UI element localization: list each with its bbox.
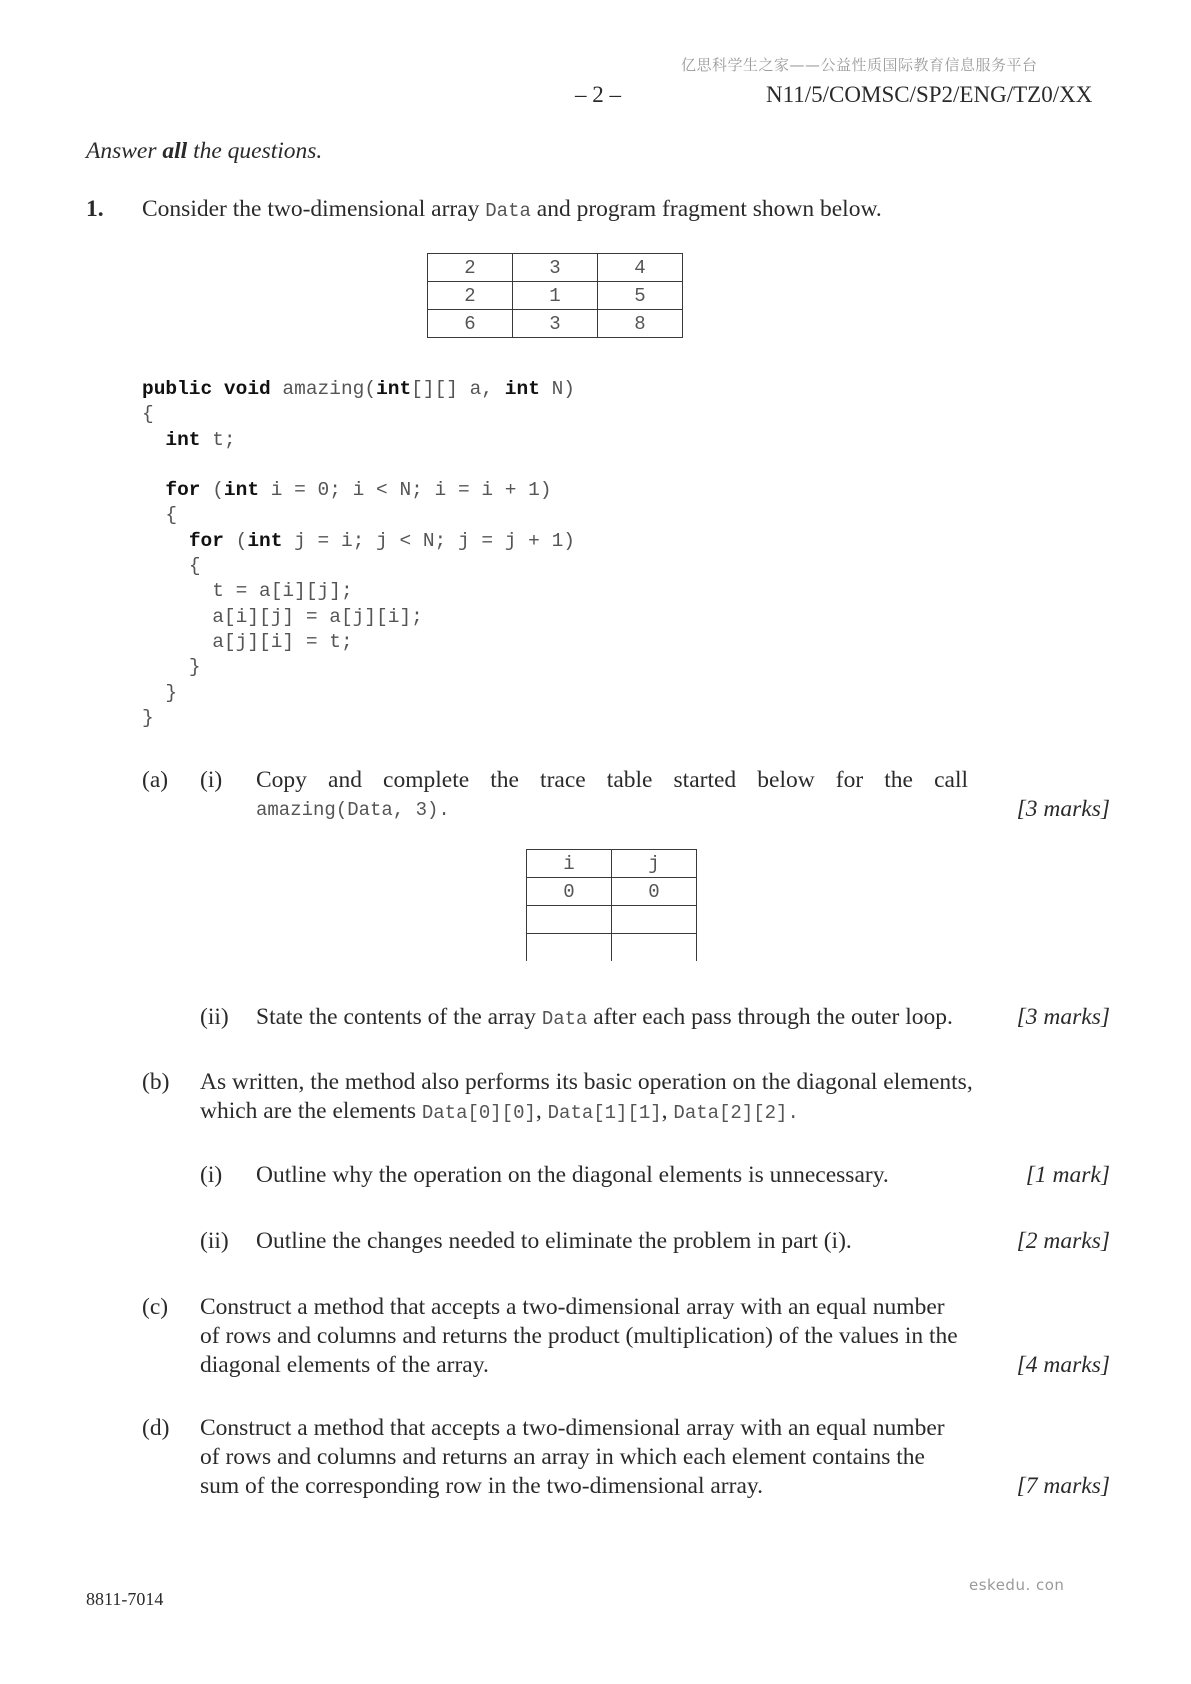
array-cell: 3	[513, 310, 598, 338]
array-cell: 5	[598, 282, 683, 310]
part-c-line1: Construct a method that accepts a two-dimensional array with an equal number	[200, 1294, 945, 1320]
table-row	[428, 310, 683, 338]
part-b-label: (b)	[142, 1069, 170, 1095]
part-d-line3: sum of the corresponding row in the two-dimensional array.	[200, 1473, 763, 1499]
array-cell: 3	[513, 254, 598, 282]
table-header-row	[527, 850, 697, 878]
part-c-line3: diagonal elements of the array.	[200, 1352, 489, 1378]
part-b-i-text: Outline why the operation on the diagonal elements is unnecessary.	[256, 1162, 889, 1188]
paper-code: N11/5/COMSC/SP2/ENG/TZ0/XX	[766, 82, 1093, 107]
array-cell: 1	[513, 282, 598, 310]
array-cell: 8	[598, 310, 683, 338]
instructions-bold: all	[162, 138, 188, 164]
part-b-ii-label: (ii)	[200, 1228, 229, 1254]
part-a-ii-marks: [3 marks]	[1016, 1004, 1110, 1030]
part-b-line1: As written, the method also performs its basic operation on the diagonal elements,	[200, 1069, 973, 1095]
trace-cell: 0	[612, 878, 697, 906]
part-a-i-code: amazing(Data, 3).	[256, 799, 450, 821]
trace-cell	[527, 934, 612, 962]
part-b-ii-text: Outline the changes needed to eliminate the problem in part (i).	[256, 1228, 852, 1254]
part-a-ii-text: State the contents of the array Data after each pass through the outer loop.	[256, 1004, 953, 1030]
trace-cell	[527, 906, 612, 934]
data-array-name: Data	[541, 1008, 588, 1030]
part-b-i-label: (i)	[200, 1162, 223, 1188]
watermark-header: 亿思科学生之家——公益性质国际教育信息服务平台	[681, 56, 1038, 74]
part-b-ii-marks: [2 marks]	[1016, 1228, 1110, 1254]
table-row	[527, 878, 697, 906]
table-row	[527, 906, 697, 934]
data-array-name: Data	[485, 200, 531, 222]
part-c-line2: of rows and columns and returns the product (multiplication) of the values in the	[200, 1323, 958, 1349]
question-intro: Consider the two-dimensional array Data and program fragment shown below.	[142, 196, 882, 222]
trace-cell: 0	[527, 878, 612, 906]
table-row	[428, 282, 683, 310]
part-b-i-marks: [1 mark]	[1025, 1162, 1110, 1188]
part-c-label: (c)	[142, 1294, 169, 1320]
part-a-i-label: (i)	[200, 767, 223, 793]
array-cell: 4	[598, 254, 683, 282]
array-cell: 6	[428, 310, 513, 338]
trace-cell	[612, 934, 697, 962]
page-number: – 2 –	[575, 82, 621, 107]
table-row	[527, 934, 697, 962]
part-a-label: (a)	[142, 767, 169, 793]
trace-table	[526, 849, 697, 961]
part-d-line2: of rows and columns and returns an array in which each element contains the	[200, 1444, 925, 1470]
part-d-line1: Construct a method that accepts a two-dimensional array with an equal number	[200, 1415, 945, 1441]
trace-header-i: i	[527, 850, 612, 878]
part-d-label: (d)	[142, 1415, 170, 1441]
question-number: 1.	[86, 196, 104, 222]
code-fragment: public void amazing(int[][] a, int N) { int t; for (int i = 0; i < N; i = i + 1) { for (int j = i; j < N; j = j + 1) { t = a[i][j]; a[i][j] = a[j][i]; a[j][i] = t; } } }	[142, 378, 576, 729]
part-d-marks: [7 marks]	[1016, 1473, 1110, 1499]
part-a-i-text: Copy and complete the trace table started below for the call	[256, 767, 968, 793]
array-cell: 2	[428, 254, 513, 282]
part-a-ii-label: (ii)	[200, 1004, 229, 1030]
part-b-line2: which are the elements Data[0][0], Data[1][1], Data[2][2].	[200, 1098, 799, 1124]
trace-cell	[612, 906, 697, 934]
table-row	[428, 254, 683, 282]
part-c-marks: [4 marks]	[1016, 1352, 1110, 1378]
part-a-i-marks: [3 marks]	[1016, 796, 1110, 822]
trace-header-j: j	[612, 850, 697, 878]
array-cell: 2	[428, 282, 513, 310]
footer-site: eskedu. con	[969, 1576, 1065, 1594]
data-array-table	[427, 253, 683, 338]
instructions: Answer all the questions.	[86, 138, 323, 164]
footer-code: 8811-7014	[86, 1589, 164, 1609]
